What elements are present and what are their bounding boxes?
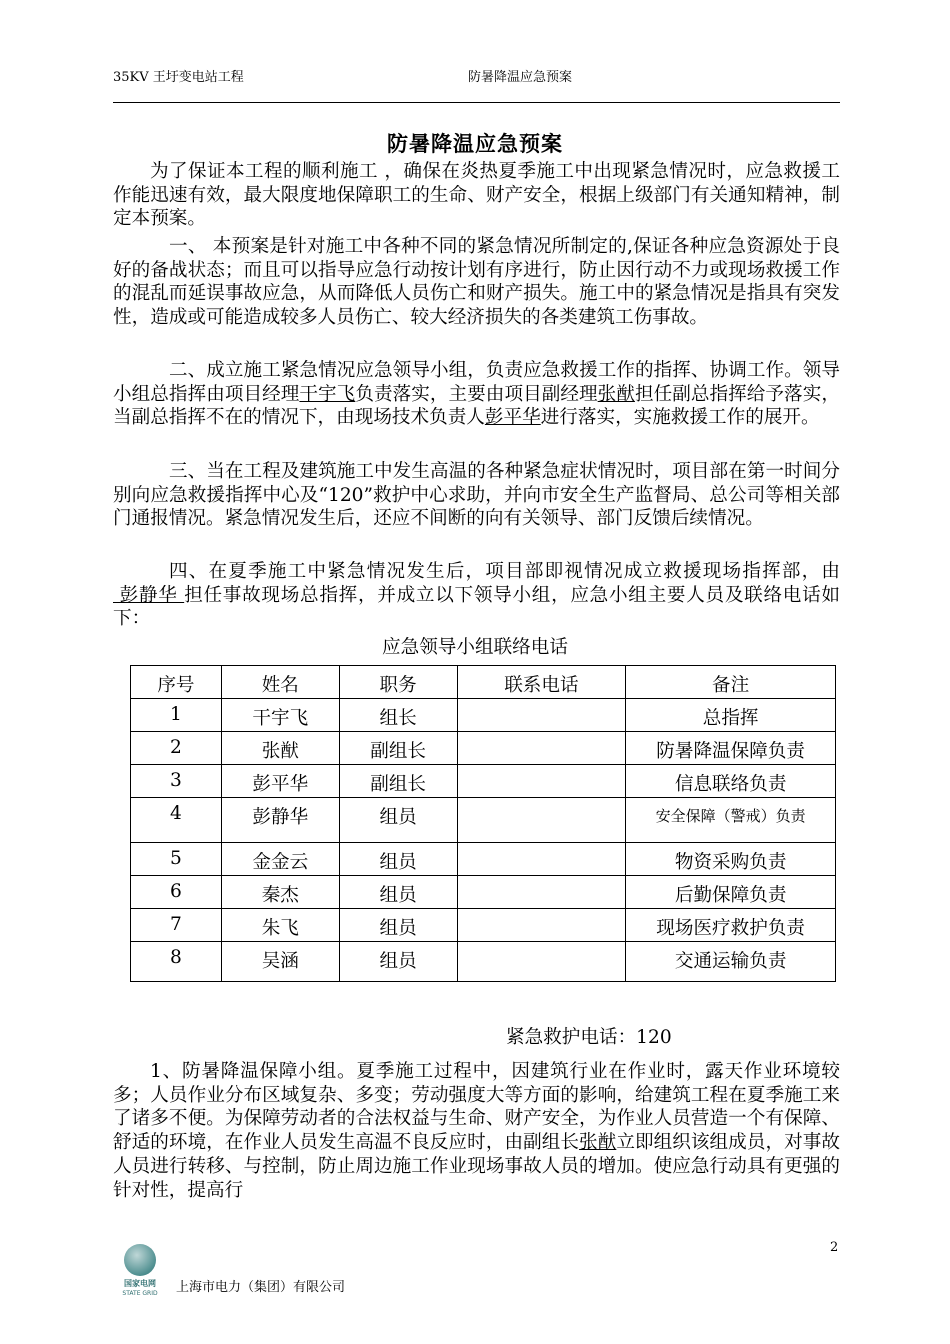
table-row [131, 876, 836, 909]
table-cell [457, 909, 626, 942]
table-cell [457, 732, 626, 765]
table-row [131, 798, 836, 843]
state-grid-logo [118, 1244, 162, 1304]
table-cell: 现场医疗救护负责 [626, 909, 836, 942]
table-cell: 朱飞 [221, 909, 339, 942]
table-cell: 信息联络负责 [626, 765, 836, 798]
table-cell: 4 [131, 798, 222, 843]
table-cell: 吴涵 [221, 942, 339, 982]
table-cell: 3 [131, 765, 222, 798]
table-row [131, 699, 836, 732]
header-cell: 姓名 [221, 666, 339, 699]
paragraph-section-1: 一、 本预案是针对施工中各种不同的紧急情况所制定的,保证各种应急资源处于良好的备战状态；而且可以指导应急行动按计划有序进行，防止因行动不力或现场救援工作的混乱而延误事故应急，从而降低人员伤亡和财产损失。施工中的紧急情况是指具有突发性，造成或可能造成较多人员伤亡、较大经济损失的各类建筑工伤事故。 [113, 236, 840, 329]
header-cell: 备注 [626, 666, 836, 699]
table-cell: 安全保障（警戒）负责 [626, 798, 836, 843]
tech-lead-name: 彭平华 [484, 407, 541, 429]
table-cell: 8 [131, 942, 222, 982]
table-cell: 6 [131, 876, 222, 909]
header-cell: 职务 [339, 666, 457, 699]
header-project-name: 35KV 王圩变电站工程 [113, 70, 244, 85]
table-cell [457, 699, 626, 732]
page-number: 2 [830, 1240, 839, 1255]
table-cell: 组员 [339, 942, 457, 982]
table-cell: 彭平华 [221, 765, 339, 798]
text-segment: 担任事故现场总指挥，并成立以下领导小组，应急小组主要人员及联络电话如下： [113, 584, 840, 630]
table-row [131, 765, 836, 798]
table-cell: 组员 [339, 909, 457, 942]
table-row [131, 843, 836, 876]
table-row [131, 942, 836, 982]
table-cell: 组员 [339, 843, 457, 876]
table-cell [457, 876, 626, 909]
footer-company: 上海市电力（集团）有限公司 [176, 1280, 346, 1295]
text-segment: 二、成立施工紧急情况应急领导小组，负责应急救援工作的指挥、协调工作。领导小组总指挥由项目经理 [113, 360, 840, 405]
table-cell: 彭静华 [221, 798, 339, 843]
table-cell: 7 [131, 909, 222, 942]
table-cell: 秦杰 [221, 876, 339, 909]
text-segment: 担任副总指挥给予落实，当副总指挥不在的情况下，由现场技术负责人 [113, 383, 840, 429]
text-segment: 立即组织该组成员，对事故人员进行转移、与控制，防止周边施工作业现场事故人员的增加。使应急行动具有更强的针对性，提高行 [113, 1132, 840, 1201]
table-cell [457, 942, 626, 982]
table-header-row [131, 666, 836, 699]
site-commander-name: 彭静华 [113, 584, 185, 606]
document-title: 防暑降温应急预案 [387, 131, 563, 156]
table-cell: 副组长 [339, 765, 457, 798]
table-cell: 总指挥 [626, 699, 836, 732]
paragraph-section-4 [113, 560, 840, 631]
table-cell: 金金云 [221, 843, 339, 876]
table-cell [457, 843, 626, 876]
contact-table [130, 665, 836, 982]
header-cell: 序号 [131, 666, 222, 699]
emergency-phone: 紧急救护电话：120 [506, 1027, 672, 1048]
table-row [131, 732, 836, 765]
table-cell: 1 [131, 699, 222, 732]
globe-icon [124, 1244, 156, 1276]
table-row [131, 909, 836, 942]
table-cell: 组长 [339, 699, 457, 732]
table-caption: 应急领导小组联络电话 [382, 637, 568, 658]
table-cell: 组员 [339, 876, 457, 909]
table-cell: 后勤保障负责 [626, 876, 836, 909]
text-segment: 进行落实，实施救援工作的展开。 [540, 407, 820, 429]
header-document-title: 防暑降温应急预案 [468, 70, 573, 85]
table-cell: 副组长 [339, 732, 457, 765]
table-cell: 张猷 [221, 732, 339, 765]
paragraph-section-3: 三、当在工程及建筑施工中发生高温的各种紧急症状情况时，项目部在第一时间分别向应急救援指挥中心及“120”救护中心求助，并向市安全生产监督局、总公司等相关部门通报情况。紧急情况发生后，还应不间断的向有关领导、部门反馈后续情况。 [113, 461, 840, 530]
page-header [113, 66, 840, 103]
table-cell: 物资采购负责 [626, 843, 836, 876]
deputy-name: 张猷 [597, 383, 635, 405]
text-segment: 四、在夏季施工中紧急情况发生后，项目部即视情况成立救援现场指挥部，由 [169, 561, 840, 582]
leader-name: 干宇飞 [299, 383, 356, 405]
table-cell: 2 [131, 732, 222, 765]
header-cell: 联系电话 [457, 666, 626, 699]
logo-cn-text: 国家电网 [124, 1279, 156, 1288]
paragraph-section-2 [113, 359, 840, 430]
table-cell: 组员 [339, 798, 457, 843]
text-segment: 1、防暑降温保障小组。夏季施工过程中，因建筑行业在作业时，露天作业环境较多；人员作业分布区域复杂、多变；劳动强度大等方面的影响，给建筑工程在夏季施工来了诸多不便。为保障劳动者的合法权益与生命、财产安全，为作业人员营造一个有保障、舒适的环境，在作业人员发生高温不良反应时，由副组长 [113, 1061, 840, 1154]
paragraph-intro: 为了保证本工程的顺利施工 ，确保在炎热夏季施工中出现紧急情况时，应急救援工作能迅速有效，最大限度地保障职工的生命、财产安全，根据上级部门有关通知精神，制定本预案。 [113, 161, 840, 230]
table-cell: 干宇飞 [221, 699, 339, 732]
table-cell [457, 765, 626, 798]
table-cell: 防暑降温保障负责 [626, 732, 836, 765]
table-cell: 5 [131, 843, 222, 876]
text-segment: 负责落实，主要由项目副经理 [355, 383, 598, 405]
logo-en-text: STATE GRID [122, 1290, 158, 1297]
table-cell: 交通运输负责 [626, 942, 836, 982]
table-cell [457, 798, 626, 843]
deputy-name: 张猷 [579, 1132, 617, 1154]
paragraph-cooling-group [113, 1060, 840, 1202]
